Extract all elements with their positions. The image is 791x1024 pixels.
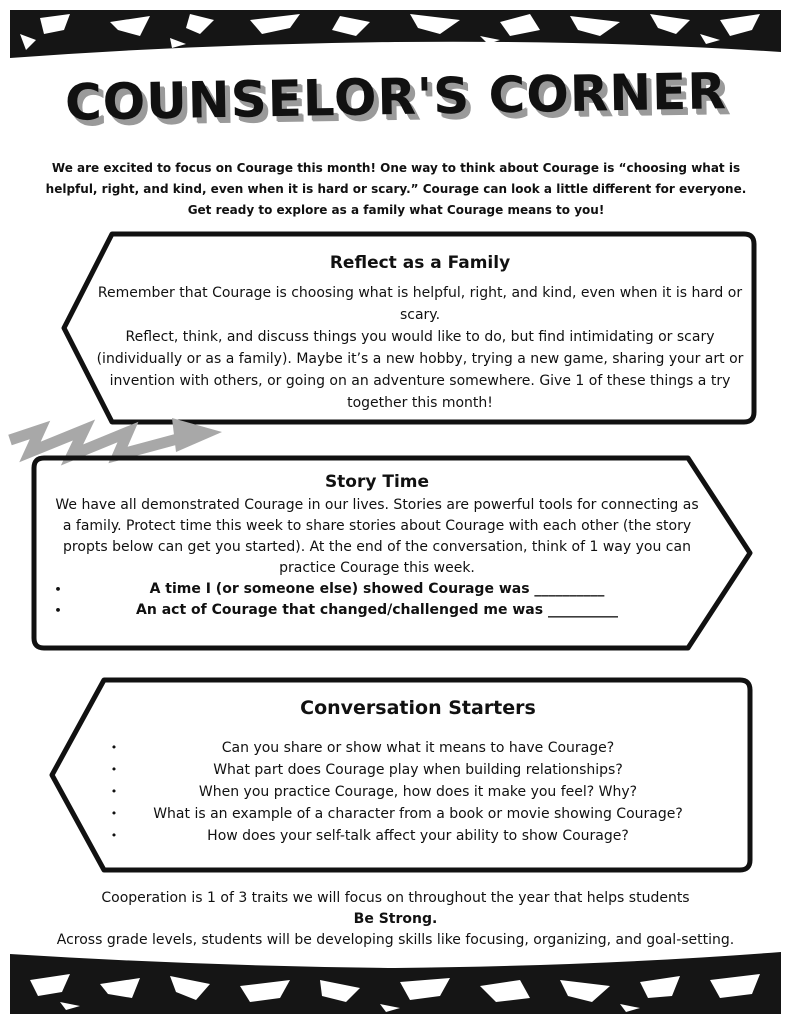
reflect-paragraph-2: Reflect, think, and discuss things you would like to do, but find intimidating or scary (individually or as a family). Maybe it’s a new hobby, trying a new game, sharing your art or invention with others, or going on an adventure somewhere. Give 1 of these things a try together this month!: [96, 329, 744, 411]
reflect-title: Reflect as a Family: [329, 253, 511, 273]
intro-text: We are excited to focus on Courage this month! One way to think about Courage is “choosing what is helpful, right, and kind, even when it is hard or scary.” Courage can look a little different for everyone. Get ready to explore as a family what Courage means to you!: [45, 161, 747, 217]
story-prompt-text: An act of Courage that changed/challenged me was __________: [136, 602, 618, 618]
conversation-item-text: What is an example of a character from a book or movie showing Courage?: [153, 806, 683, 822]
conversation-title: Conversation Starters: [300, 697, 536, 719]
conversation-item-text: What part does Courage play when building relationships?: [213, 762, 623, 778]
bullet-icon: •: [110, 807, 118, 820]
list-item: [108, 737, 728, 759]
footer-line-1: Cooperation is 1 of 3 traits we will focus on throughout the year that helps students: [101, 890, 690, 906]
conversation-item-text: When you practice Courage, how does it make you feel? Why?: [198, 784, 638, 800]
bullet-icon: •: [54, 604, 62, 617]
footer-line-2: Across grade levels, students will be developing skills like focusing, organizing, and goal-setting.: [56, 932, 735, 948]
bullet-icon: •: [110, 829, 118, 842]
list-item: [108, 759, 728, 781]
story-body: We have all demonstrated Courage in our lives. Stories are powerful tools for connecting as a family. Protect time this week to share stories about Courage with each other (the story propts below can get you started). At the end of the conversation, think of 1 way you can practice Courage this week.: [55, 497, 699, 576]
story-title: Story Time: [324, 472, 430, 492]
bottom-pattern-band: [0, 940, 791, 1024]
conversation-item-text: How does your self-talk affect your ability to show Courage?: [207, 828, 629, 844]
conversation-list: [108, 737, 728, 847]
bullet-icon: •: [110, 741, 118, 754]
list-item: [108, 803, 728, 825]
bullet-icon: •: [110, 785, 118, 798]
list-item: [108, 781, 728, 803]
conversation-item-text: Can you share or show what it means to have Courage?: [221, 740, 615, 756]
page-title: COUNSELOR'S CORNER: [64, 62, 727, 132]
reflect-paragraph-1: Remember that Courage is choosing what is helpful, right, and kind, even when it is hard or scary.: [97, 285, 743, 323]
bullet-icon: •: [54, 583, 62, 596]
footer-strong: Be Strong.: [353, 911, 438, 927]
conversation-section: [108, 697, 728, 847]
story-prompt-text: A time I (or someone else) showed Courage was __________: [149, 581, 605, 597]
bullet-icon: •: [110, 763, 118, 776]
list-item: [108, 825, 728, 847]
